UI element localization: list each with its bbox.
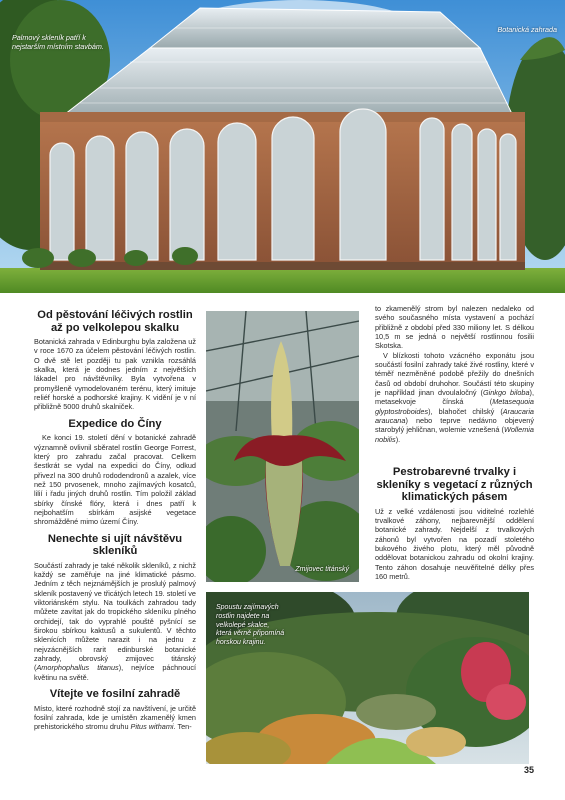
greenhouses-text-a: Součástí zahrady je také několik skleníků, z nichž každý se zaměřuje na jiné klimatické pásmo. Jedním z těch nejznámějších je proslulý palmový skleník postavený ve třicátých letech 19. století ve viktoriánském stylu. Na toulkách zahradou tady můžete zavítat jak do tropického skleníku plného orchidejí, tak do vyprahlé pouště pyšnící se širokou sbírkou kaktusů a sukulentů. V těchto sklenících můžete narazit i na jednu z nejvzácnějších rarit edinburské botanické zahrady, obrovský zmijovec titánský (	[34, 560, 196, 673]
paragraph-fossil-garden	[34, 704, 196, 732]
paragraph-fossil-tree: to zkamenělý strom byl nalezen nedaleko od svého současného místa vystavení a pochází přibližně z období před 330 miliony let. S délkou 10,5 m se jedná o největší rostlinnou fosilii Skotska.	[375, 304, 534, 351]
titan-arum-illustration	[206, 311, 359, 582]
page-number: 35	[523, 765, 534, 775]
greenhouses-latin-name: Amorphophallus titanus	[36, 663, 119, 673]
living-fossils-text-d: ) nebo teprve nedávno objevený starobylý jehličnan, wolemie vznešená (	[375, 416, 534, 435]
photo-titan-arum	[206, 311, 359, 582]
titan-arum-caption: Zmijovec titánský	[295, 566, 349, 573]
fossil-text-b: . Ten-	[173, 722, 192, 732]
hero-caption-left: Palmový skleník patří k nejstarším místním stavbám.	[12, 33, 104, 51]
living-fossils-text-b: ), metasekvoje čínská (	[375, 388, 534, 407]
paragraph-greenhouses	[34, 561, 196, 682]
latin-araucaria: Araucaria araucana	[375, 406, 534, 426]
paragraph-perennials: Už z velké vzdálenosti jsou viditelné rozlehlé trvalkové záhony, nejbarevnější oddělení botanické zahrady. Nejdelší z trvalkových záhonů byl vytvořen na pozadí stoletého bukového živého plotu, který měl původně oddělovat botanickou zahradu od okolní krajiny. Tento záhon dosahuje neuvěřitelné délky přes 160 metrů.	[375, 506, 534, 582]
rock-garden-caption: Spoustu zajímavých rostlin najdete na velkolepé skalce, která věrně připomíná horskou krajinu.	[216, 604, 285, 647]
paragraph-expedition-china: Ke konci 19. století dění v botanické zahradě významně ovlivnil sběratel rostlin George Forrest, který pro zahradu začal pracovat. Celkem šestkrát se vydal na expedici do Číny, odkud přivezl na 300 druhů rododendronů a azalek, více než 150 prvosenek, mnoho zajímavých kosatců, lilií i řadu jiných druhů rostlin. Tím položil základ sbírky čínské flóry, která i dnes patří k nejbohatším sbírkám asijské vegetace shromážděné mimo území Číny.	[34, 433, 196, 527]
hero-photo-palm-house	[0, 0, 565, 293]
hero-caption-right: Botanická zahrada	[497, 25, 557, 34]
paragraph-living-fossils	[375, 351, 534, 444]
latin-ginkgo: Ginkgo biloba	[482, 388, 530, 398]
fossil-text-a: Místo, které rozhodně stojí za navštívení, je určitě fosilní zahrada, kde je umístěn zkamenělý kmen prehistorického stromu druhu	[34, 703, 196, 732]
living-fossils-text-c: ), blahočet chilský (	[428, 406, 503, 416]
fossil-latin-name: Pitus withami	[130, 722, 174, 732]
heading-medicinal-plants: Od pěstování léčivých rostlin až po velkolepou skalku	[37, 309, 193, 334]
paragraph-medicinal-plants: Botanická zahrada v Edinburghu byla založena už v roce 1670 za účelem pěstování léčivých rostlin. O dvě stě let později tu pak vznikla rozsáhlá skalka, která je dodnes jedním z největších lákadel pro návštěvníky. Byla vytvořena v promyšleně vymodelovaném terénu, který imituje reliéf horské a podhorské krajiny. K vidění je v ní přibližně 5000 druhů skalniček.	[34, 337, 196, 412]
heading-expedition-china: Expedice do Číny	[68, 417, 162, 430]
text-column-left	[34, 309, 196, 732]
text-column-right	[375, 304, 534, 581]
living-fossils-text-e: ).	[395, 434, 401, 444]
photo-rock-garden	[206, 592, 529, 764]
heading-greenhouses: Nenechte si ujít návštěvu skleníků	[47, 532, 183, 558]
heading-fossil-garden: Vítejte ve fosilní zahradě	[49, 688, 181, 701]
heading-perennials: Pestrobarevné trvalky i skleníky s vegetací z různých klimatických pásem	[376, 466, 533, 504]
latin-metasequoia: Metasequoia glyptostroboides	[375, 397, 534, 416]
living-fossils-text-a: V blízkosti tohoto vzácného exponátu jsou součástí fosilní zahrady také živé rostliny, které v téměř nezměněné podobě přežily do dnešních časů od období druhohor. Součástí této skupiny je například jinan dvoulaločný (	[375, 350, 534, 398]
greenhouses-text-b: ), nejvíce páchnoucí květinu na světě.	[34, 663, 196, 682]
latin-wollemia: Wollemia nobilis	[375, 425, 534, 444]
